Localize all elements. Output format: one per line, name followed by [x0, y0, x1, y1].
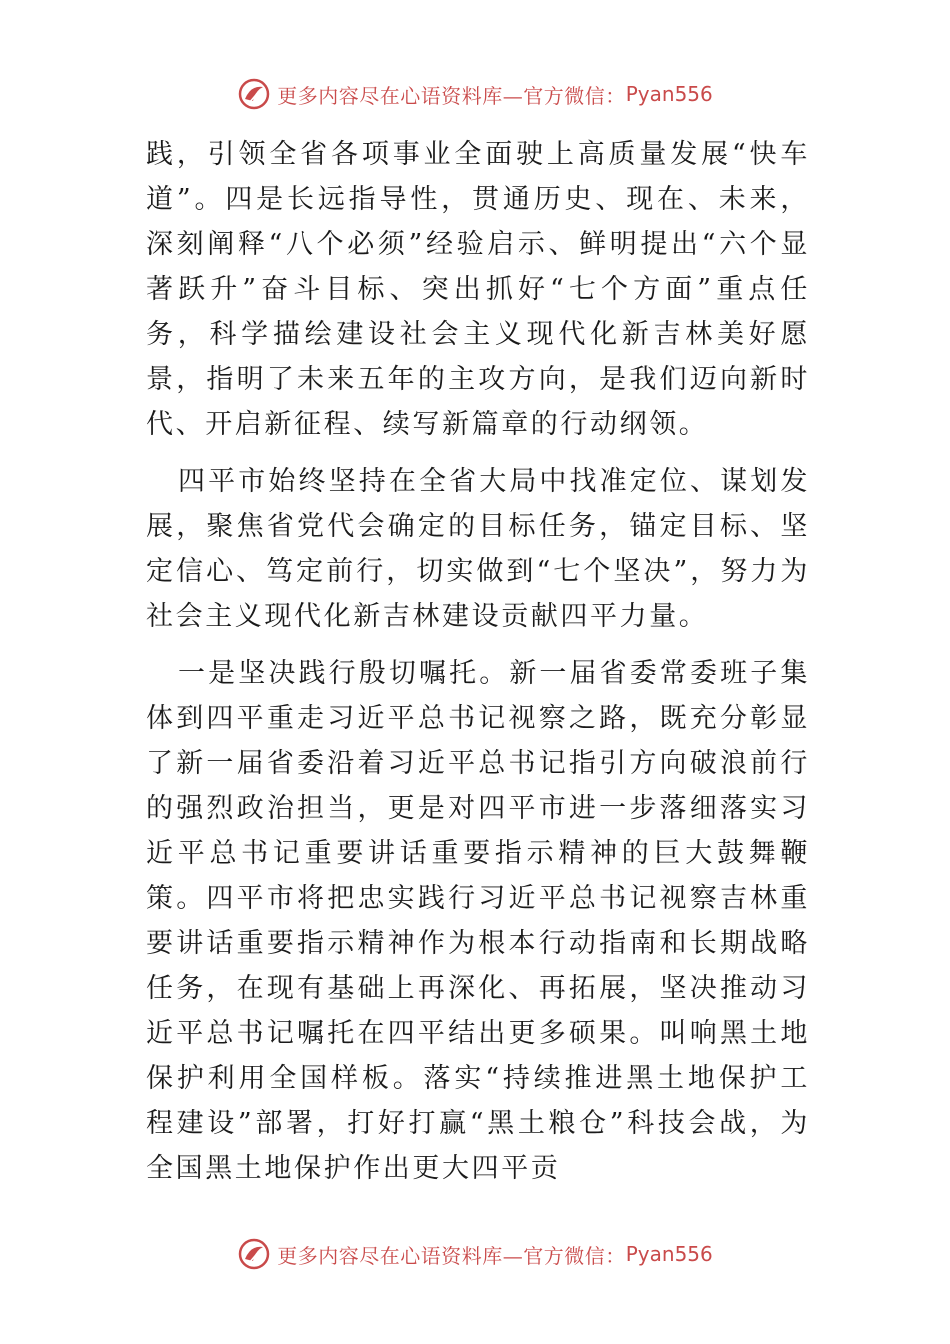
- paragraph-3: 一是坚决践行殷切嘱托。新一届省委常委班子集体到四平重走习近平总书记视察之路，既充分彰显了新一届省委沿着习近平总书记指引方向破浪前行的强烈政治担当，更是对四平市进一步落细落实习近平总书记重要讲话重要指示精神的巨大鼓舞鞭策。四平市将把忠实践行习近平总书记视察吉林重要讲话重要指示精神作为根本行动指南和长期战略任务，在现有基础上再深化、再拓展，坚决推动习近平总书记嘱托在四平结出更多硕果。叫响黑土地保护利用全国样板。落实“持续推进黑土地保护工程建设”部署，打好打赢“黑土粮仓”科技会战，为全国黑土地保护作出更大四平贡: [146, 658, 810, 1184]
- footer-watermark-id: Pyan556: [625, 1242, 713, 1266]
- footer-watermark-text: 更多内容尽在心语资料库—官方微信：: [277, 1243, 626, 1268]
- paragraph-1: 践，引领全省各项事业全面驶上高质量发展“快车道”。四是长远指导性，贯通历史、现在、未来，深刻阐释“八个必须”经验启示、鲜明提出“六个显著跃升”奋斗目标、突出抓好“七个方面”重点任务，科学描绘建设社会主义现代化新吉林美好愿景，指明了未来五年的主攻方向，是我们迈向新时代、开启新征程、续写新篇章的行动纲领。: [146, 139, 810, 440]
- logo-icon: [237, 77, 271, 111]
- logo-icon: [237, 1237, 271, 1271]
- footer-watermark: [0, 1232, 950, 1276]
- document-body: [146, 132, 810, 1191]
- paragraph-2: 四平市始终坚持在全省大局中找准定位、谋划发展，聚焦省党代会确定的目标任务，锚定目标、坚定信心、笃定前行，切实做到“七个坚决”，努力为社会主义现代化新吉林建设贡献四平力量。: [146, 466, 810, 632]
- header-watermark-id: Pyan556: [625, 82, 713, 106]
- header-watermark: [0, 72, 950, 116]
- header-watermark-text: 更多内容尽在心语资料库—官方微信：: [277, 83, 626, 108]
